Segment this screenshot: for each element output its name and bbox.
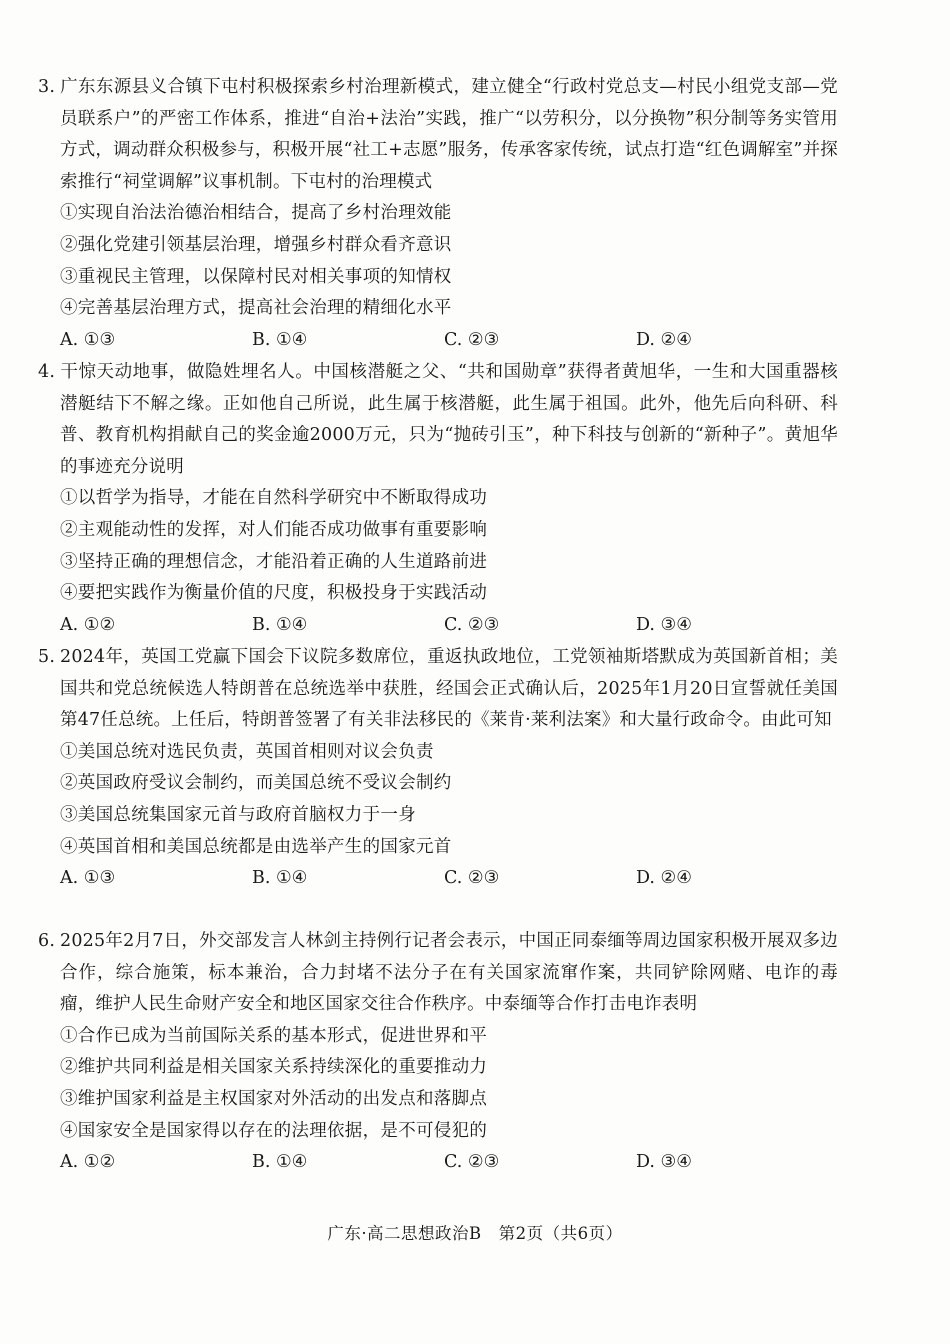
statement-option: ①以哲学为指导，才能在自然科学研究中不断取得成功 xyxy=(60,488,488,509)
question-text: 2024年，英国工党赢下国会下议院多数席位，重返执政地位，工党领袖斯塔默成为英国新首相；美国共和党总统候选人特朗普在总统选举中获胜，经国会正式确认后，2025年1月20日宣誓就任美国第47任总统。上任后，特朗普签署了有关非法移民的《莱肯·莱利法案》和大量行政命令。由此可知 xyxy=(60,647,838,731)
answer-choices xyxy=(38,1147,838,1179)
answer-choices xyxy=(38,863,838,895)
choice-c: C. ②③ xyxy=(444,614,500,635)
question-3 xyxy=(38,72,838,356)
statement-option: ③美国总统集国家元首与政府首脑权力于一身 xyxy=(60,804,416,825)
statement-option: ③维护国家利益是主权国家对外活动的出发点和落脚点 xyxy=(60,1088,488,1109)
statement-option: ②英国政府受议会制约，而美国总统不受议会制约 xyxy=(60,773,452,794)
choice-a: A. ①② xyxy=(60,1152,116,1173)
choice-b: B. ①④ xyxy=(252,1152,308,1173)
choice-c: C. ②③ xyxy=(444,329,500,350)
choice-b: B. ①④ xyxy=(252,614,308,635)
choice-d: D. ②④ xyxy=(636,868,692,889)
question-text: 干惊天动地事，做隐姓埋名人。中国核潜艇之父、“共和国勋章”获得者黄旭华，一生和大国重器核潜艇结下不解之缘。正如他自己所说，此生属于核潜艇，此生属于祖国。此外，他先后向科研、科普、教育机构捐献自己的奖金逾2000万元，只为“抛砖引玉”，种下科技与创新的“新种子”。黄旭华的事迹充分说明 xyxy=(60,362,838,477)
statement-option: ②强化党建引领基层治理，增强乡村群众看齐意识 xyxy=(60,234,452,255)
choice-a: A. ①② xyxy=(60,614,116,635)
statement-option: ③重视民主管理，以保障村民对相关事项的知情权 xyxy=(60,266,452,287)
statement-option: ①美国总统对选民负责，英国首相则对议会负责 xyxy=(60,741,434,762)
question-5 xyxy=(38,642,838,895)
question-number: 3. xyxy=(38,77,56,97)
question-4 xyxy=(38,357,838,641)
question-stem xyxy=(38,72,838,198)
choice-d: D. ③④ xyxy=(636,614,692,635)
choice-d: D. ③④ xyxy=(636,1152,692,1173)
question-number: 5. xyxy=(38,647,56,667)
statement-option: ④英国首相和美国总统都是由选举产生的国家元首 xyxy=(60,836,452,857)
question-number: 4. xyxy=(38,362,56,382)
statement-option: ①实现自治法治德治相结合，提高了乡村治理效能 xyxy=(60,203,452,224)
statement-option: ③坚持正确的理想信念，才能沿着正确的人生道路前进 xyxy=(60,551,488,572)
statement-option: ④要把实践作为衡量价值的尺度，积极投身于实践活动 xyxy=(60,583,488,604)
statement-option: ①合作已成为当前国际关系的基本形式，促进世界和平 xyxy=(60,1025,488,1046)
question-text: 广东东源县义合镇下屯村积极探索乡村治理新模式，建立健全“行政村党总支—村民小组党支部—党员联系户”的严密工作体系，推进“自治+法治”实践，推广“以劳积分，以分换物”积分制等务实管用方式，调动群众积极参与，积极开展“社工+志愿”服务，传承客家传统，试点打造“红色调解室”并探索推行“祠堂调解”议事机制。下屯村的治理模式 xyxy=(60,77,838,192)
question-stem xyxy=(38,642,838,737)
question-stem xyxy=(38,926,838,1021)
statement-option: ④完善基层治理方式，提高社会治理的精细化水平 xyxy=(60,298,452,319)
choice-b: B. ①④ xyxy=(252,868,308,889)
statement-option: ②维护共同利益是相关国家关系持续深化的重要推动力 xyxy=(60,1057,488,1078)
statement-option: ②主观能动性的发挥，对人们能否成功做事有重要影响 xyxy=(60,519,488,540)
choice-d: D. ②④ xyxy=(636,329,692,350)
choice-a: A. ①③ xyxy=(60,329,116,350)
choice-c: C. ②③ xyxy=(444,868,500,889)
choice-a: A. ①③ xyxy=(60,868,116,889)
question-number: 6. xyxy=(38,931,56,951)
answer-choices xyxy=(38,610,838,642)
question-stem xyxy=(38,357,838,483)
statement-option: ④国家安全是国家得以存在的法理依据，是不可侵犯的 xyxy=(60,1120,488,1141)
choice-c: C. ②③ xyxy=(444,1152,500,1173)
question-text: 2025年2月7日，外交部发言人林剑主持例行记者会表示，中国正同泰缅等周边国家积极开展双多边合作，综合施策，标本兼治，合力封堵不法分子在有关国家流窜作案，共同铲除网赌、电诈的毒瘤，维护人民生命财产安全和地区国家交往合作秩序。中泰缅等合作打击电诈表明 xyxy=(60,931,838,1015)
question-6 xyxy=(38,926,838,1179)
answer-choices xyxy=(38,325,838,357)
choice-b: B. ①④ xyxy=(252,329,308,350)
page-footer: 广东·高二思想政治B 第2页（共6页） xyxy=(327,1224,623,1243)
